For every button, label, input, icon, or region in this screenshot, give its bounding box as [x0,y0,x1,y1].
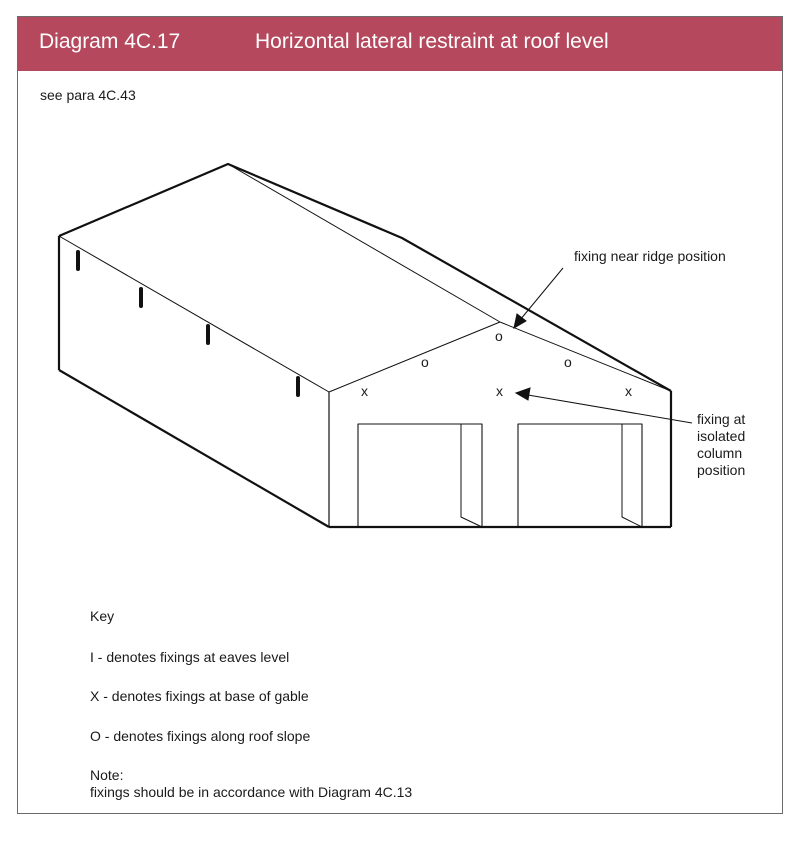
note-text: fixings should be in accordance with Diagram 4C.13 [90,784,413,800]
gable-right-slope [500,322,671,391]
paragraph-reference: see para 4C.43 [40,87,136,103]
column-leader-arrowhead [516,388,530,400]
door-left [358,424,482,527]
slope-fixing-mark: o [421,354,429,370]
diagram-title: Horizontal lateral restraint at roof level [255,30,609,53]
gable-base-fixing-mark: x [496,383,503,399]
column-fixing-label: fixing at isolated column position [697,411,746,478]
roof-ridge-line [59,164,671,391]
ridge-fixing-label: fixing near ridge position [574,248,726,264]
gable-base-fixing-mark: x [361,383,368,399]
diagram-number: Diagram 4C.17 [39,30,181,53]
gable-left-slope [329,322,500,392]
slope-fixing-mark: o [564,354,572,370]
key-item: I - denotes fixings at eaves level [90,649,290,665]
ridge-fixing-mark: o [495,328,503,344]
ridge-leader-line [520,268,563,320]
door-right [518,424,642,527]
ridge-leader-arrowhead [514,314,526,328]
gable-base-fixing-mark: x [625,383,632,399]
key-item: O - denotes fixings along roof slope [90,728,311,744]
key-item: X - denotes fixings at base of gable [90,688,309,704]
key-heading: Key [90,608,115,624]
note-heading: Note: [90,767,124,783]
side-wall-base [59,370,329,527]
column-leader-line [528,395,692,423]
roof-hip-line [228,164,500,322]
eaves-line [59,236,329,392]
